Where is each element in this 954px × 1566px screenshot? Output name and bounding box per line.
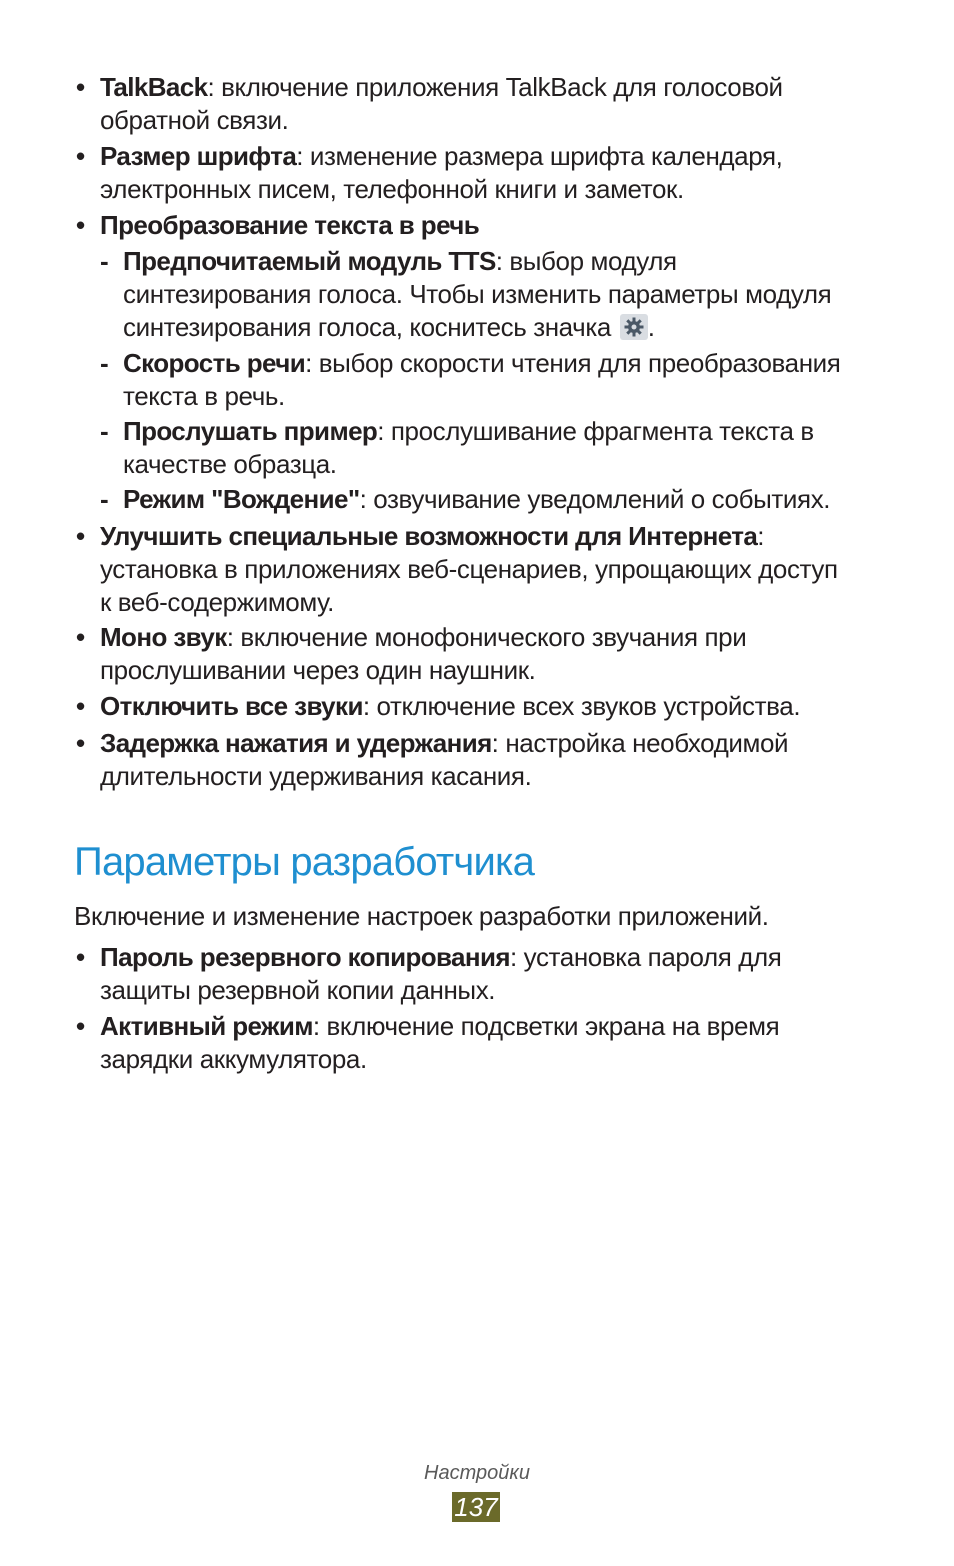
description: : включение монофонического звучания при xyxy=(226,622,747,652)
term: Прослушать пример xyxy=(123,416,378,446)
dash: - xyxy=(100,246,109,276)
term: Режим "Вождение" xyxy=(123,484,360,514)
list-item-web-accessibility xyxy=(100,520,890,619)
bullet: • xyxy=(76,622,86,652)
section-title: Параметры разработчика xyxy=(74,840,535,884)
description: : настройка необходимой xyxy=(491,728,789,758)
list-item-mono-audio xyxy=(100,621,890,687)
section-intro: Включение и изменение настроек разработки приложений. xyxy=(74,901,769,931)
dash: - xyxy=(100,348,109,378)
description: : выбор модуля xyxy=(495,246,677,276)
term: Задержка нажатия и удержания xyxy=(100,728,492,758)
term: Пароль резервного копирования xyxy=(100,942,510,972)
bullet: • xyxy=(76,728,86,758)
term: Активный режим xyxy=(100,1011,313,1041)
term: TalkBack xyxy=(100,72,208,102)
term: Улучшить специальные возможности для Интернета xyxy=(100,521,758,551)
bullet: • xyxy=(76,521,86,551)
description-cont: синтезирования голоса. Чтобы изменить параметры модуля xyxy=(123,279,832,309)
description-cont: к веб-содержимому. xyxy=(100,587,334,617)
description: : отключение всех звуков устройства. xyxy=(362,691,801,721)
sub-item-speech-rate xyxy=(123,347,893,413)
term: Размер шрифта xyxy=(100,141,297,171)
list-item-tts xyxy=(100,209,890,242)
dash: - xyxy=(100,484,109,514)
term: Предпочитаемый модуль TTS xyxy=(123,246,496,276)
term: Скорость речи xyxy=(123,348,306,378)
page-number: 137 xyxy=(452,1492,500,1522)
description: : установка пароля для xyxy=(509,942,782,972)
description: : включение подсветки экрана на время xyxy=(312,1011,780,1041)
description-cont: прослушивании через один наушник. xyxy=(100,655,536,685)
description-cont: обратной связи. xyxy=(100,105,289,135)
bullet: • xyxy=(76,210,86,240)
list-item-talkback xyxy=(100,71,890,137)
term: Отключить все звуки xyxy=(100,691,363,721)
dash: - xyxy=(100,416,109,446)
sub-item-listen-example xyxy=(123,415,893,481)
bullet: • xyxy=(76,691,86,721)
bullet: • xyxy=(76,141,86,171)
description-cont: электронных писем, телефонной книги и заметок. xyxy=(100,174,684,204)
bullet: • xyxy=(76,72,86,102)
description: : xyxy=(757,521,765,551)
list-item-backup-password xyxy=(100,941,890,1007)
description-cont: качестве образца. xyxy=(123,449,337,479)
bullet: • xyxy=(76,1011,86,1041)
description: : включение приложения TalkBack для голосовой xyxy=(207,72,783,102)
description: : изменение размера шрифта календаря, xyxy=(296,141,783,171)
description-cont: длительности удерживания касания. xyxy=(100,761,532,791)
bullet: • xyxy=(76,942,86,972)
description-cont: защиты резервной копии данных. xyxy=(100,975,496,1005)
description-cont: зарядки аккумулятора. xyxy=(100,1044,367,1074)
list-item-tap-hold-delay xyxy=(100,727,890,793)
description: : выбор скорости чтения для преобразования xyxy=(305,348,841,378)
description-cont: текста в речь. xyxy=(123,381,285,411)
description: : прослушивание фрагмента текста в xyxy=(377,416,814,446)
list-item-font-size xyxy=(100,140,890,206)
list-item-mute-all xyxy=(100,690,890,723)
description-cont: синтезирования голоса, коснитесь значка xyxy=(123,312,611,342)
list-item-stay-awake xyxy=(100,1010,890,1076)
description-cont: установка в приложениях веб-сценариев, упрощающих доступ xyxy=(100,554,838,584)
term: Преобразование текста в речь xyxy=(100,210,480,240)
sub-item-driving-mode xyxy=(123,483,893,516)
gear-icon xyxy=(620,314,648,340)
description: : озвучивание уведомлений о событиях. xyxy=(359,484,831,514)
description-end: . xyxy=(647,312,655,342)
term: Моно звук xyxy=(100,622,227,652)
footer-chapter-label: Настройки xyxy=(424,1462,530,1484)
sub-item-tts-engine xyxy=(123,245,893,344)
